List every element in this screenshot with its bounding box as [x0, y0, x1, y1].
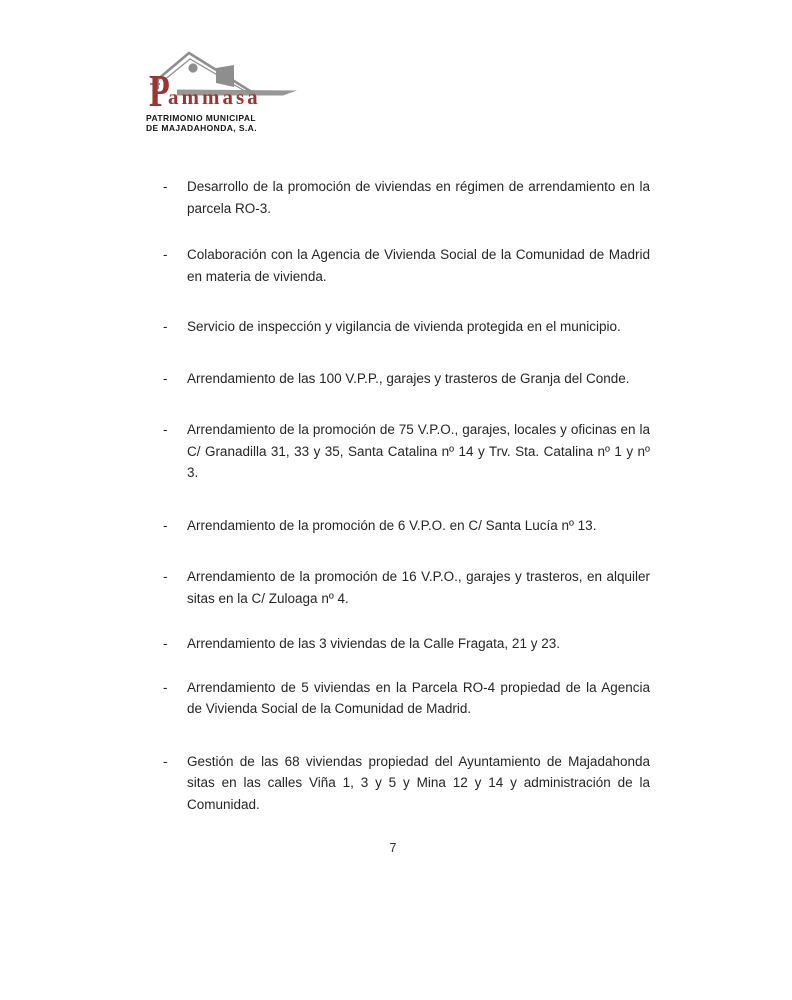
bullet-dash: - — [163, 517, 168, 533]
company-logo — [145, 44, 315, 139]
list-item — [163, 677, 650, 720]
logo-subtitle-line2: DE MAJADAHONDA, S.A. — [146, 122, 257, 133]
list-item-text: Desarrollo de la promoción de viviendas en régimen de arrendamiento en la parcela RO-3. — [187, 179, 650, 216]
list-item-text: Arrendamiento de las 3 viviendas de la Calle Fragata, 21 y 23. — [187, 636, 560, 651]
list-item-text: Arrendamiento de la promoción de 6 V.P.O. en C/ Santa Lucía nº 13. — [187, 517, 597, 533]
list-item-text: Colaboración con la Agencia de Vivienda Social de la Comunidad de Madrid en materia de vivienda. — [187, 247, 650, 284]
bullet-dash: - — [163, 179, 168, 194]
logo-subtitle — [146, 114, 257, 133]
brand-initial: P — [149, 65, 170, 116]
list-item — [163, 368, 650, 390]
logo-subtitle-line1: PATRIMONIO MUNICIPAL — [146, 113, 256, 123]
list-item — [163, 316, 650, 338]
brand-wordmark: ammasa — [168, 85, 261, 109]
list-item-text: Gestión de las 68 viviendas propiedad del Ayuntamiento de Majadahonda sitas en las calles Viña 1, 3 y 5 y Mina 12 y 14 y administración de la Comunidad. — [187, 753, 650, 812]
list-item — [163, 419, 650, 484]
bullet-dash: - — [163, 370, 168, 386]
page-number: 7 — [389, 841, 397, 855]
bullet-dash: - — [163, 569, 168, 584]
bullet-dash: - — [163, 753, 168, 769]
list-item-text: Arrendamiento de la promoción de 16 V.P.O., garajes y trasteros, en alquiler sitas en la C/ Zuloaga nº 4. — [187, 569, 650, 606]
list-item-text: Arrendamiento de las 100 V.P.P., garajes y trasteros de Granja del Conde. — [187, 370, 630, 386]
list-item — [163, 515, 650, 537]
list-item — [163, 244, 650, 287]
list-item — [163, 751, 650, 816]
page-footer — [163, 840, 623, 856]
bullet-dash: - — [163, 636, 168, 651]
bullet-dash: - — [163, 679, 168, 695]
bullet-dash: - — [163, 422, 168, 437]
list-item-text: Servicio de inspección y vigilancia de vivienda protegida en el municipio. — [187, 319, 621, 334]
bullet-list — [163, 176, 650, 815]
bullet-dash: - — [163, 319, 168, 334]
list-item-text: Arrendamiento de 5 viviendas en la Parcela RO-4 propiedad de la Agencia de Vivienda Social de la Comunidad de Madrid. — [187, 679, 650, 716]
list-item-text: Arrendamiento de la promoción de 75 V.P.O., garajes, locales y oficinas en la C/ Granadilla 31, 33 y 35, Santa Catalina nº 14 y Trv. Sta. Catalina nº 1 y nº 3. — [187, 422, 650, 480]
list-item — [163, 633, 650, 655]
list-item — [163, 566, 650, 609]
bullet-dash: - — [163, 247, 168, 262]
list-item — [163, 176, 650, 219]
